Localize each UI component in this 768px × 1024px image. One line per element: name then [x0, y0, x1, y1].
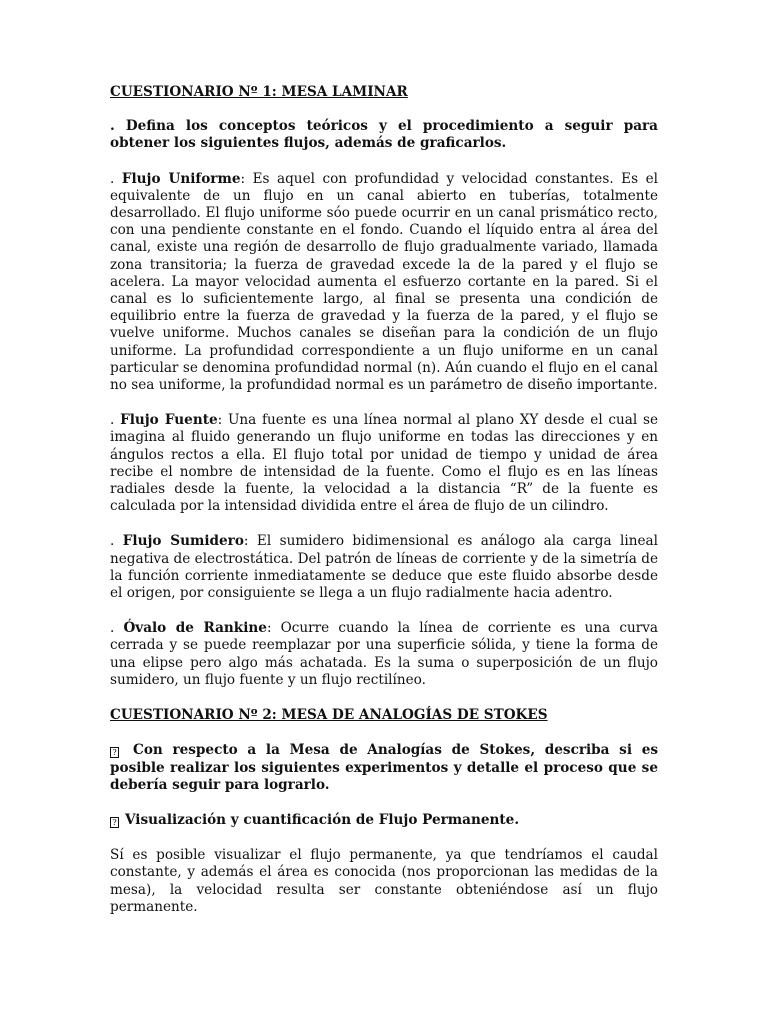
section-2-subheading	[110, 812, 658, 829]
item-prefix: .	[110, 412, 121, 429]
missing-glyph-bullet-icon: ?	[110, 747, 119, 758]
item-term: Flujo Fuente	[120, 412, 218, 429]
item-flujo-fuente	[110, 412, 658, 515]
item-term: Flujo Uniforme	[121, 170, 241, 187]
item-flujo-uniforme	[110, 171, 658, 395]
item-term: Óvalo de Rankine	[123, 620, 267, 637]
item-prefix: .	[110, 533, 123, 550]
item-prefix: .	[110, 170, 122, 187]
item-text: : Ocurre cuando la línea de corriente es una curva cerrada y se puede reemplazar por una superficie sólida, y tiene la forma de una elipse pero algo más achatada. Es la suma o superposición de un flujo sumidero, un flujo fuente y un flujo rectilíneo.	[110, 620, 658, 688]
missing-glyph-bullet-icon: ?	[110, 817, 119, 828]
subheading-text: Visualización y cuantificación de Flujo Permanente.	[125, 811, 520, 828]
item-ovalo-rankine	[110, 620, 658, 689]
item-prefix: .	[110, 620, 124, 637]
item-flujo-sumidero	[110, 533, 658, 602]
item-text: : Es aquel con profundidad y velocidad constantes. Es el equivalente de un flujo en un canal abierto en tuberías, totalmente desarrollado. El flujo uniforme sóo puede ocurrir en un canal prismático recto, con una pendiente constante en el fondo. Cuando el líquido entra al área del canal, existe una región de desarrollo de flujo gradualmente variado, llamada zona transitoria; la fuerza de gravedad excede la de la pared y el flujo se acelera. La mayor velocidad aumenta el esfuerzo cortante en la pared. Si el canal es lo suficientemente largo, al final se presenta una condición de equilibrio entre la fuerza de gravedad y la fuerza de la pared, y el flujo se vuelve uniforme. Muchos canales se diseñan para la condición de un flujo uniforme. La profundidad correspondiente a un flujo uniforme en un canal particular se denomina profundidad normal (n). Aún cuando el flujo en el canal no sea uniforme, la profundidad normal es un parámetro de diseño importante.	[110, 170, 658, 394]
document-page	[110, 84, 658, 916]
item-text: : Una fuente es una línea normal al plano XY desde el cual se imagina al fluido generando un flujo uniforme en todas las direcciones y en ángulos rectos a ella. El flujo total por unidad de tiempo y unidad de área recibe el nombre de intensidad de la fuente. Como el flujo es en las líneas radiales desde la fuente, la velocidad a la distancia “R” de la fuente es calculada por la intensidad dividida entre el área de flujo de un cilindro.	[110, 412, 658, 515]
item-term: Flujo Sumidero	[122, 533, 244, 550]
section-2-question	[110, 742, 658, 794]
item-text: : El sumidero bidimensional es análogo ala carga lineal negativa de electrostática. Del patrón de líneas de corriente y de la simetría de la función corriente inmediatamente se deduce que este fluido absorbe desde el origen, por consiguiente se llega a un flujo radialmente hacia adentro.	[110, 533, 658, 602]
section-2-answer: Sí es posible visualizar el flujo permanente, ya que tendríamos el caudal constante, y además el área es conocida (nos proporcionan las medidas de la mesa), la velocidad resulta ser constante obteniéndose así un flujo permanente.	[110, 847, 658, 915]
question-text: Con respecto a la Mesa de Analogías de Stokes, describa si es posible realizar los siguientes experimentos y detalle el proceso que se debería seguir para lograrlo.	[110, 742, 658, 793]
section-2-heading: CUESTIONARIO Nº 2: MESA DE ANALOGÍAS DE STOKES	[110, 707, 548, 724]
section-1-heading: CUESTIONARIO Nº 1: MESA LAMINAR	[110, 84, 408, 100]
section-1-question: . Defina los conceptos teóricos y el procedimiento a seguir para obtener los siguientes flujos, además de graficarlos.	[110, 118, 658, 152]
